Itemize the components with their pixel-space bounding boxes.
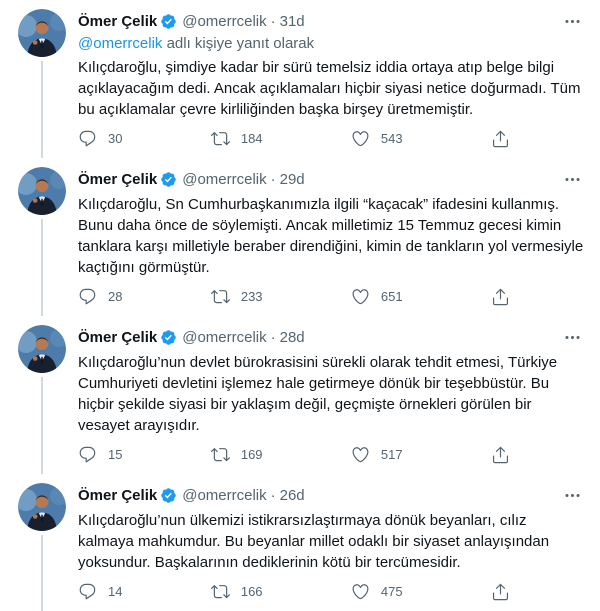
tweet-actions xyxy=(78,445,510,474)
timestamp[interactable]: 29d xyxy=(279,170,305,188)
tweet-gutter xyxy=(18,9,66,158)
share-icon xyxy=(491,129,510,148)
reply-context-text: adlı kişiye yanıt olarak xyxy=(162,35,315,52)
tweet-content xyxy=(78,325,584,474)
like-button[interactable] xyxy=(351,445,403,464)
timestamp[interactable]: 26d xyxy=(279,486,305,504)
reply-count: 15 xyxy=(108,447,123,462)
profile-photo xyxy=(18,483,66,531)
user-handle[interactable]: @omerrcelik xyxy=(182,170,267,188)
like-icon xyxy=(351,582,370,601)
share-icon xyxy=(491,287,510,306)
user-handle[interactable]: @omerrcelik xyxy=(182,486,267,504)
retweet-button[interactable] xyxy=(211,582,263,601)
user-handle[interactable]: @omerrcelik xyxy=(182,12,267,30)
tweet-content xyxy=(78,483,584,611)
profile-photo xyxy=(18,167,66,215)
more-menu-icon[interactable] xyxy=(561,484,584,507)
reply-icon xyxy=(78,445,97,464)
reply-count: 28 xyxy=(108,289,123,304)
tweet[interactable] xyxy=(0,316,600,474)
display-name[interactable]: Ömer Çelik xyxy=(78,12,158,30)
separator-dot: · xyxy=(270,486,276,504)
thread-connector-line xyxy=(41,535,43,611)
retweet-button[interactable] xyxy=(211,129,263,148)
profile-photo xyxy=(18,9,66,57)
avatar[interactable] xyxy=(18,9,66,57)
share-button[interactable] xyxy=(491,582,510,601)
tweet-actions xyxy=(78,582,510,611)
like-count: 517 xyxy=(380,447,403,462)
tweet-header xyxy=(78,167,584,191)
tweet-gutter xyxy=(18,325,66,474)
more-menu-icon[interactable] xyxy=(561,326,584,349)
retweet-icon xyxy=(211,287,230,306)
display-name[interactable]: Ömer Çelik xyxy=(78,486,158,504)
separator-dot: · xyxy=(270,12,276,30)
separator-dot: · xyxy=(270,328,276,346)
like-count: 543 xyxy=(380,131,403,146)
tweet-actions xyxy=(78,287,510,316)
retweet-count: 233 xyxy=(240,289,263,304)
share-button[interactable] xyxy=(491,445,510,464)
tweet-header xyxy=(78,325,584,349)
timestamp[interactable]: 31d xyxy=(279,12,305,30)
like-count: 651 xyxy=(380,289,403,304)
timestamp[interactable]: 28d xyxy=(279,328,305,346)
retweet-count: 184 xyxy=(240,131,263,146)
tweet-text: Kılıçdaroğlu’nun devlet bürokrasisini sürekli olarak tehdit etmesi, Türkiye Cumhuriyeti devletini işlemez hale getirmeye dönük bir teşebbüstür. Bu hiçbir şekilde siyasi bir yaklaşım değil, geçmişte örnekleri görülen bir vesayet arayışıdır. xyxy=(78,354,558,434)
reply-icon xyxy=(78,287,97,306)
tweet-header xyxy=(78,483,584,507)
tweet[interactable] xyxy=(0,0,600,158)
more-menu-icon[interactable] xyxy=(561,168,584,191)
tweet-gutter xyxy=(18,167,66,316)
retweet-count: 166 xyxy=(240,584,263,599)
reply-icon xyxy=(78,129,97,148)
like-icon xyxy=(351,129,370,148)
share-button[interactable] xyxy=(491,129,510,148)
retweet-button[interactable] xyxy=(211,445,263,464)
profile-photo xyxy=(18,325,66,373)
avatar[interactable] xyxy=(18,167,66,215)
verified-badge-icon xyxy=(160,171,177,188)
reply-count: 30 xyxy=(108,131,123,146)
like-count: 475 xyxy=(380,584,403,599)
tweet-text: Kılıçdaroğlu, Sn Cumhurbaşkanımızla ilgili “kaçacak” ifadesini kullanmış. Bunu daha önce de söylemişti. Ancak milletimiz 15 Temmuz gecesi kimin tanklara karşı milletiyle beraber direndiğini, kimin de tankların yol vermesiyle kaçtığını görmüştür. xyxy=(78,196,584,276)
share-button[interactable] xyxy=(491,287,510,306)
verified-badge-icon xyxy=(160,487,177,504)
thread-connector-line xyxy=(41,61,43,158)
user-handle[interactable]: @omerrcelik xyxy=(182,328,267,346)
like-button[interactable] xyxy=(351,582,403,601)
reply-button[interactable] xyxy=(78,287,122,306)
tweet-text: Kılıçdaroğlu, şimdiye kadar bir sürü temelsiz iddia ortaya atıp belge bilgi açıklayacağım dedi. Ancak açıklamaları hiçbir siyasi netice doğurmadı. Tüm bu açıklamalar çevre kirliliğinden başka birşey üretmemiştir. xyxy=(78,59,581,118)
tweet-actions xyxy=(78,129,510,158)
retweet-icon xyxy=(211,129,230,148)
retweet-button[interactable] xyxy=(211,287,263,306)
like-button[interactable] xyxy=(351,287,403,306)
retweet-count: 169 xyxy=(240,447,263,462)
reply-context xyxy=(78,34,584,54)
tweet[interactable] xyxy=(0,158,600,316)
display-name[interactable]: Ömer Çelik xyxy=(78,170,158,188)
reply-count: 14 xyxy=(108,584,123,599)
reply-button[interactable] xyxy=(78,445,122,464)
tweet-content xyxy=(78,167,584,316)
verified-badge-icon xyxy=(160,13,177,30)
share-icon xyxy=(491,582,510,601)
tweet[interactable] xyxy=(0,474,600,611)
tweet-text: Kılıçdaroğlu’nun ülkemizi istikrarsızlaştırmaya dönük beyanları, cılız kalmaya mahkumdur. Bu beyanlar millet odaklı bir siyaset anlayışından yoksundur. Başkalarının dediklerinin kötü bir tercümesidir. xyxy=(78,512,550,571)
tweet-gutter xyxy=(18,483,66,611)
retweet-icon xyxy=(211,445,230,464)
avatar[interactable] xyxy=(18,483,66,531)
thread-connector-line xyxy=(41,377,43,474)
tweet-content xyxy=(78,9,584,158)
display-name[interactable]: Ömer Çelik xyxy=(78,328,158,346)
separator-dot: · xyxy=(270,170,276,188)
retweet-icon xyxy=(211,582,230,601)
verified-badge-icon xyxy=(160,329,177,346)
share-icon xyxy=(491,445,510,464)
reply-button[interactable] xyxy=(78,582,122,601)
tweet-header xyxy=(78,9,584,33)
like-icon xyxy=(351,445,370,464)
reply-button[interactable] xyxy=(78,129,122,148)
like-button[interactable] xyxy=(351,129,403,148)
thread-connector-line xyxy=(41,219,43,316)
like-icon xyxy=(351,287,370,306)
reply-icon xyxy=(78,582,97,601)
reply-to-handle-link[interactable]: @omerrcelik xyxy=(78,35,163,52)
more-menu-icon[interactable] xyxy=(561,10,584,33)
avatar[interactable] xyxy=(18,325,66,373)
